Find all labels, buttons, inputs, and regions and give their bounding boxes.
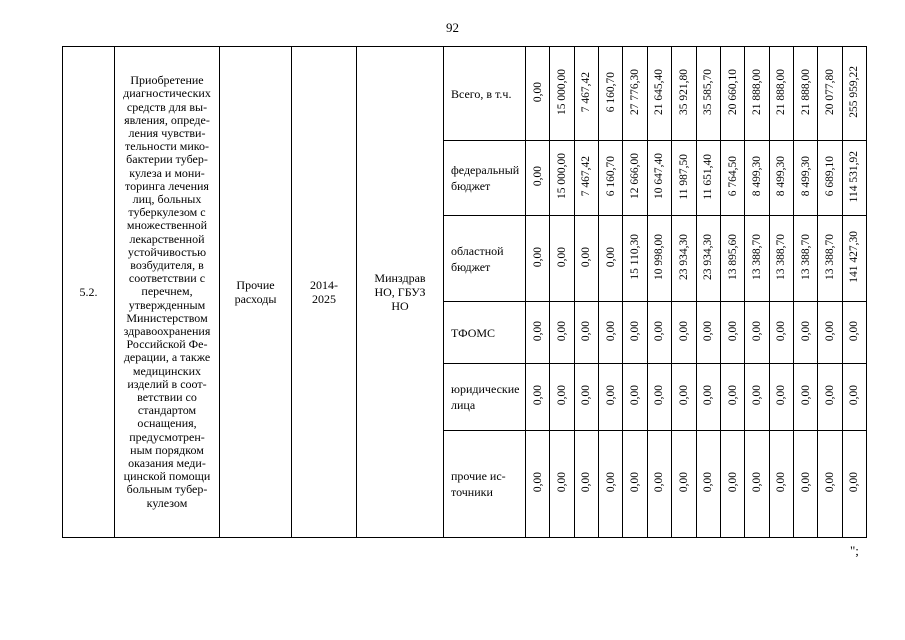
description-line: кулеза и мони- [129, 165, 205, 180]
amount-cell [647, 364, 671, 430]
amount-value: 13 388,70 [823, 233, 836, 280]
amount-cell [818, 430, 842, 537]
amount-value: 20 660,10 [726, 68, 739, 115]
description-line: устойчивостью [127, 244, 207, 259]
amount-value: 21 645,40 [653, 68, 666, 115]
description-line: цинской помощи [123, 469, 211, 484]
amount-cell [672, 141, 696, 216]
amount-value: 8 499,30 [750, 156, 763, 197]
amount-value: 7 467,42 [580, 71, 593, 112]
amount-value: 10 647,40 [653, 153, 666, 200]
description-line: ным порядком [130, 442, 204, 457]
amount-cell [647, 302, 671, 364]
amount-cell [696, 364, 720, 430]
description-line: здравоохранения [123, 324, 211, 338]
description-line: оснащения, [137, 416, 197, 431]
amount-value: 0,00 [556, 471, 569, 492]
amount-cell [720, 302, 744, 364]
amount-value: 0,00 [702, 384, 715, 406]
description-line: кулезом [146, 495, 188, 510]
amount-value: 0,00 [629, 384, 642, 406]
description-line: тельности мико- [125, 139, 209, 154]
amount-value: 255 959,22 [848, 65, 861, 118]
amount-cell [696, 430, 720, 537]
amount-cell [550, 141, 574, 216]
amount-cell [696, 302, 720, 364]
amount-value: 0,00 [775, 384, 788, 406]
amount-cell [769, 141, 793, 216]
amount-value: 35 921,80 [677, 68, 690, 115]
amount-cell [696, 141, 720, 216]
amount-cell [745, 430, 769, 537]
amount-cell [818, 216, 842, 302]
description-line: соответствии с [128, 271, 206, 286]
amount-cell [745, 216, 769, 302]
amount-cell [526, 302, 550, 364]
description-line: больным тубер- [126, 482, 208, 497]
description-line: ления чувстви- [128, 125, 206, 140]
amount-value: 6 160,70 [604, 156, 617, 197]
amount-value: 0,00 [604, 320, 617, 341]
amount-value: 0,00 [531, 166, 544, 187]
amount-value: 0,00 [799, 384, 812, 406]
amount-cell [745, 47, 769, 141]
amount-cell [769, 364, 793, 430]
amount-value: 0,00 [775, 320, 788, 341]
amount-cell [574, 216, 598, 302]
description-line: Приобретение [130, 73, 204, 88]
amount-value: 0,00 [556, 384, 569, 406]
amount-value: 13 388,70 [799, 233, 812, 280]
amount-value: 23 934,30 [702, 233, 715, 280]
amount-value: 13 895,60 [726, 233, 739, 280]
amount-cell [526, 141, 550, 216]
row-number: 5.2. [63, 47, 115, 538]
amount-cell [793, 364, 817, 430]
amount-value: 0,00 [823, 384, 836, 406]
amount-cell [793, 216, 817, 302]
amount-cell [672, 302, 696, 364]
amount-value: 0,00 [556, 246, 569, 267]
amount-value: 23 934,30 [677, 233, 690, 280]
amount-value: 0,00 [799, 471, 812, 492]
amount-cell [720, 216, 744, 302]
amount-cell [550, 216, 574, 302]
amount-cell [599, 141, 623, 216]
amount-cell [574, 302, 598, 364]
amount-cell [526, 47, 550, 141]
description-line: оказания меди- [128, 456, 206, 471]
amount-cell [574, 47, 598, 141]
amount-cell [672, 216, 696, 302]
amount-value: 0,00 [580, 471, 593, 492]
amount-value: 0,00 [750, 320, 763, 341]
amount-value: 0,00 [531, 81, 544, 102]
amount-cell [672, 47, 696, 141]
description-line: Министерством [126, 310, 208, 325]
amount-value: 0,00 [531, 384, 544, 406]
amount-value: 15 000,00 [556, 68, 569, 115]
amount-cell [647, 430, 671, 537]
amount-cell [526, 216, 550, 302]
amount-value: 0,00 [604, 246, 617, 267]
amount-cell [623, 364, 647, 430]
amount-cell [599, 216, 623, 302]
amount-value: 0,00 [726, 384, 739, 406]
amount-value: 0,00 [531, 246, 544, 267]
amount-value: 11 987,50 [677, 153, 690, 200]
amount-value: 0,00 [531, 320, 544, 341]
amount-cell [550, 364, 574, 430]
amount-cell [647, 47, 671, 141]
amount-value: 0,00 [799, 320, 812, 341]
amount-cell [793, 302, 817, 364]
description-line: ветствии со [137, 390, 197, 405]
amount-value: 0,00 [531, 471, 544, 492]
amount-cell [793, 141, 817, 216]
amount-cell [599, 302, 623, 364]
description-line: туберкулезом с [128, 205, 206, 220]
amount-cell [818, 141, 842, 216]
amount-cell [842, 302, 866, 364]
amount-cell [769, 216, 793, 302]
measure-description [115, 47, 220, 538]
description-line: дерации, а также [123, 350, 211, 365]
description-line: перечнем, [141, 284, 193, 299]
amount-value: 0,00 [580, 320, 593, 341]
amount-cell [550, 430, 574, 537]
amount-cell [574, 430, 598, 537]
amount-cell [745, 141, 769, 216]
amount-value: 0,00 [848, 320, 861, 341]
amount-cell [526, 430, 550, 537]
closing-quote-mark: "; [850, 543, 859, 558]
description-line: торинга лечения [125, 178, 209, 193]
description-line: лекарственной [129, 231, 205, 246]
amount-cell [599, 47, 623, 141]
funding-source-label: ТФОМС [444, 302, 526, 364]
amount-value: 15 000,00 [556, 153, 569, 200]
amount-cell [745, 364, 769, 430]
amount-cell [793, 47, 817, 141]
amount-cell [842, 216, 866, 302]
amount-cell [696, 47, 720, 141]
amount-value: 0,00 [750, 471, 763, 492]
amount-value: 0,00 [823, 320, 836, 341]
amount-value: 114 531,92 [848, 150, 861, 202]
amount-cell [599, 364, 623, 430]
amount-cell [623, 141, 647, 216]
amount-cell [647, 141, 671, 216]
amount-cell [720, 47, 744, 141]
amount-value: 0,00 [629, 471, 642, 492]
amount-cell [623, 430, 647, 537]
funding-source-label: областной бюджет [444, 216, 526, 302]
amount-cell [623, 302, 647, 364]
description-line: предусмотрен- [129, 429, 205, 444]
funding-source-label: федеральный бюджет [444, 141, 526, 216]
amount-value: 13 388,70 [775, 233, 788, 280]
amount-value: 6 689,10 [823, 156, 836, 197]
description-line: Российской Фе- [126, 337, 208, 352]
description-line: явления, опреде- [124, 112, 210, 127]
amount-cell [599, 430, 623, 537]
amount-value: 0,00 [653, 320, 666, 341]
amount-cell [574, 364, 598, 430]
amount-value: 13 388,70 [750, 233, 763, 280]
amount-value: 0,00 [702, 471, 715, 492]
amount-cell [623, 47, 647, 141]
amount-cell [696, 216, 720, 302]
amount-value: 21 888,00 [799, 68, 812, 115]
amount-cell [623, 216, 647, 302]
page-number: 92 [446, 20, 459, 35]
amount-value: 11 651,40 [702, 153, 715, 200]
amount-cell [672, 364, 696, 430]
description-line: бактерии тубер- [126, 152, 208, 167]
source-row [63, 47, 867, 141]
amount-cell [745, 302, 769, 364]
amount-cell [818, 364, 842, 430]
description-line: изделий в соот- [127, 376, 207, 391]
amount-cell [842, 364, 866, 430]
amount-value: 21 888,00 [750, 68, 763, 115]
amount-value: 35 585,70 [702, 68, 715, 115]
description-line: множественной [126, 218, 208, 233]
amount-value: 21 888,00 [775, 68, 788, 115]
funding-source-label: прочие ис- точники [444, 430, 526, 537]
expense-type: Прочие расходы [220, 47, 292, 538]
amount-cell [720, 430, 744, 537]
amount-value: 20 077,80 [823, 68, 836, 115]
amount-value: 10 998,00 [653, 233, 666, 280]
amount-value: 0,00 [823, 471, 836, 492]
description-line: диагностических [123, 86, 211, 101]
description-line: лиц, больных [132, 191, 202, 206]
amount-value: 12 666,00 [629, 153, 642, 200]
amount-value: 0,00 [677, 471, 690, 492]
amount-value: 0,00 [556, 320, 569, 341]
amount-cell [818, 302, 842, 364]
amount-cell [720, 364, 744, 430]
amount-value: 0,00 [848, 384, 861, 406]
amount-cell [550, 47, 574, 141]
amount-cell [769, 302, 793, 364]
amount-value: 0,00 [750, 384, 763, 406]
amount-value: 0,00 [677, 384, 690, 406]
amount-value: 8 499,30 [799, 156, 812, 197]
amount-value: 27 776,30 [629, 68, 642, 115]
funding-source-label: Всего, в т.ч. [444, 47, 526, 141]
amount-cell [818, 47, 842, 141]
amount-value: 0,00 [775, 471, 788, 492]
amount-cell [720, 141, 744, 216]
amount-value: 0,00 [726, 471, 739, 492]
period: 2014-2025 [292, 47, 357, 538]
amount-cell [672, 430, 696, 537]
amount-value: 0,00 [604, 471, 617, 492]
amount-cell [647, 216, 671, 302]
amount-cell [769, 430, 793, 537]
amount-cell [526, 364, 550, 430]
amount-value: 0,00 [653, 384, 666, 406]
amount-value: 6 160,70 [604, 71, 617, 112]
amount-value: 0,00 [629, 320, 642, 341]
amount-value: 0,00 [726, 320, 739, 341]
amount-value: 0,00 [580, 246, 593, 267]
executor: Минздрав НО, ГБУЗ НО [357, 47, 444, 538]
description-line: утвержденным [128, 297, 206, 312]
amount-cell [842, 141, 866, 216]
amount-cell [793, 430, 817, 537]
description-line: медицинских [132, 363, 202, 378]
amount-value: 6 764,50 [726, 156, 739, 197]
description-line: стандартом [137, 403, 197, 418]
description-line: возбудителя, в [130, 257, 204, 272]
amount-value: 0,00 [702, 320, 715, 341]
amount-value: 8 499,30 [775, 156, 788, 197]
amount-value: 0,00 [653, 471, 666, 492]
amount-value: 7 467,42 [580, 156, 593, 197]
amount-value: 0,00 [580, 384, 593, 406]
amount-cell [574, 141, 598, 216]
amount-value: 0,00 [604, 384, 617, 406]
amount-cell [842, 430, 866, 537]
amount-value: 141 427,30 [848, 230, 861, 283]
amount-cell [842, 47, 866, 141]
funding-source-label: юридические лица [444, 364, 526, 430]
amount-value: 15 110,30 [629, 233, 642, 280]
amount-value: 0,00 [848, 471, 861, 492]
amount-cell [550, 302, 574, 364]
amount-value: 0,00 [677, 320, 690, 341]
description-line: средств для вы- [126, 99, 208, 114]
budget-table [62, 46, 867, 538]
amount-cell [769, 47, 793, 141]
